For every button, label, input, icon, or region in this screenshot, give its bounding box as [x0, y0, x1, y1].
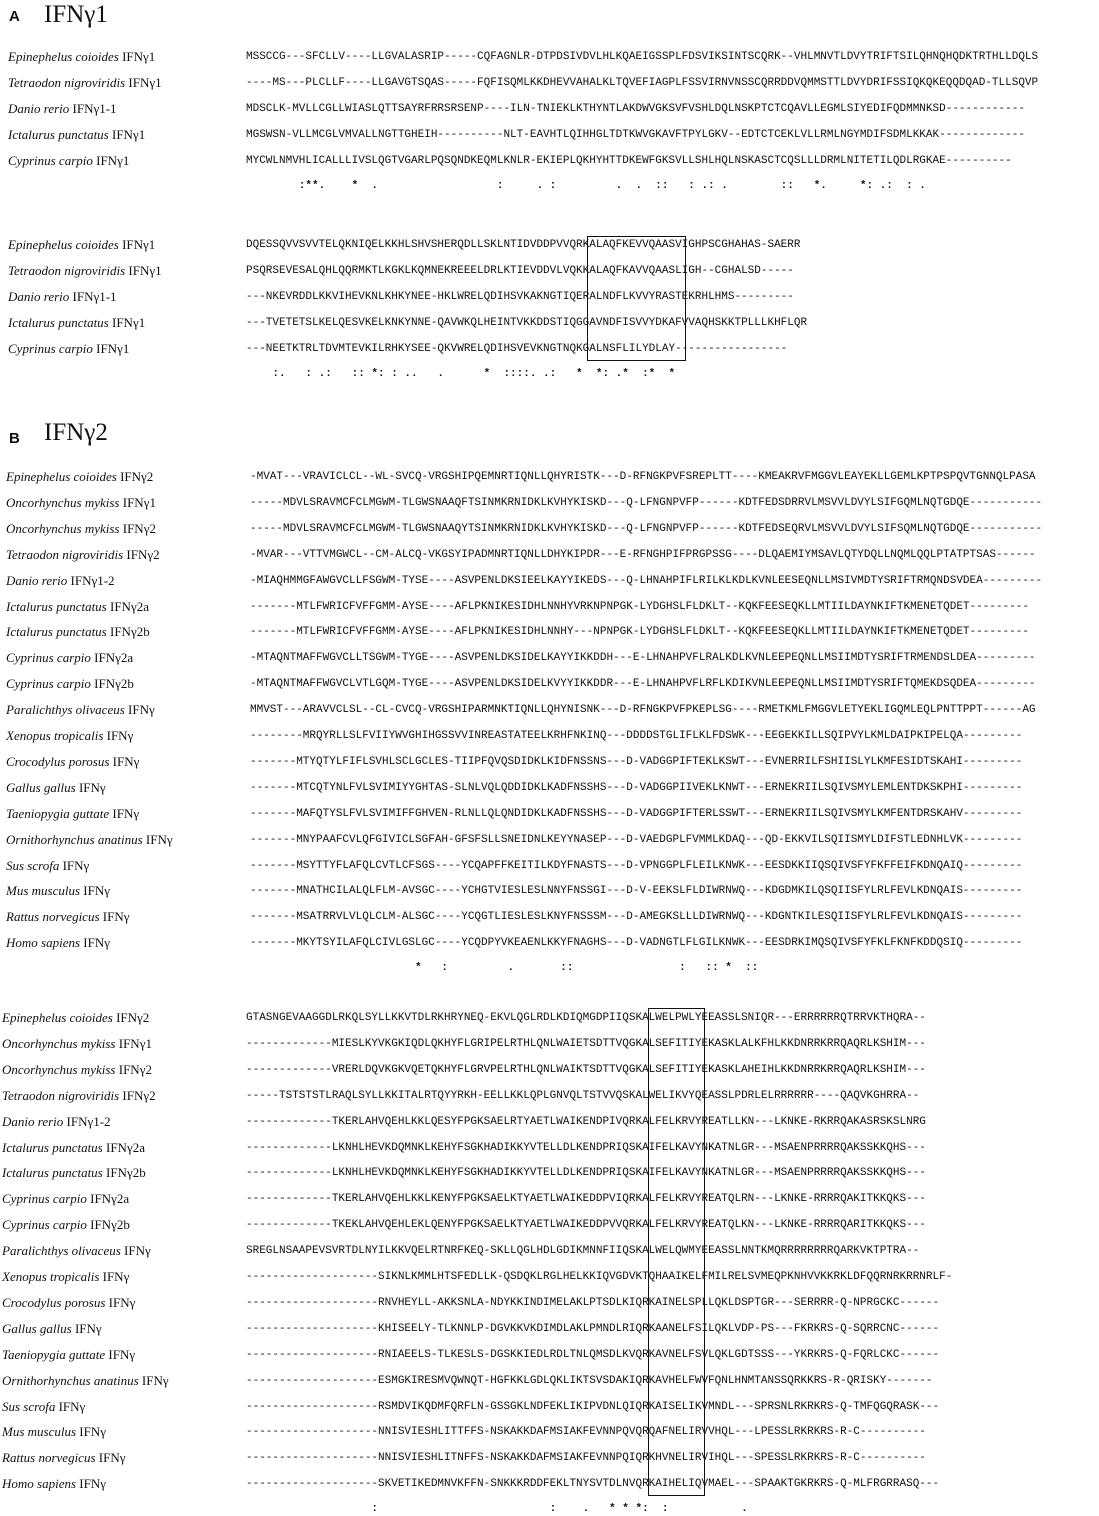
alignment-row [0, 150, 1099, 172]
gene-name: IFNγ1 [96, 153, 130, 168]
species-label [2, 1114, 111, 1130]
species-label [2, 1373, 169, 1389]
panel-b-letter: B [9, 430, 20, 447]
species-label [2, 1424, 106, 1440]
alignment-row [0, 234, 1099, 256]
species-name: Ictalurus punctatus [2, 1139, 103, 1155]
gene-name: IFNγ1-1 [72, 289, 117, 304]
alignment-row [0, 518, 1099, 540]
gene-name: IFNγ1 [112, 315, 146, 330]
gene-name: IFNγ [112, 753, 140, 769]
species-name: Tetraodon nigroviridis [6, 546, 124, 562]
species-label [6, 883, 110, 899]
species-name: Danio rerio [6, 572, 68, 588]
species-label [8, 263, 162, 279]
gene-name: IFNγ1-2 [66, 1113, 111, 1129]
gene-name: IFNγ2b [110, 624, 150, 640]
species-name: Cyprinus carpio [2, 1217, 87, 1233]
alignment-row [0, 621, 1099, 643]
sequence: ---TVETETSLKELQESVKELKNKYNNE-QAVWKQLHEINTVKKDDSTIQGGAVNDFISVVYDKAFVVAQHSKKTPLLLKHFLQR [246, 317, 808, 329]
species-name: Taeniopygia guttate [6, 805, 110, 821]
gene-name: IFNγ2 [126, 546, 160, 562]
alignment-row [0, 1085, 1099, 1107]
sequence: MSSCCG---SFCLLV----LLGVALASRIP-----CQFAGNLR-DTPDSIVDVLHLKQAEIGSSPLFDSVIKSINTSCQRK--VHLMNVTLDVYTRIFTSILQHNQHQDKTRTHLLDQLS [246, 51, 1039, 63]
gene-name: IFNγ2a [90, 1191, 130, 1207]
alignment-row [0, 855, 1099, 877]
sequence: --------------------SKVETIKEDMNVKFFN-SNKKKRDDFEKLTNYSVTDLNVQRKAIHELIQVMAEL---SPAAKTGKRKRS-Q-MLFRGRRASQ--- [246, 1478, 940, 1491]
sequence: ----MS---PLCLLF----LLGAVGTSQAS-----FQFISQMLKKDHEVVAHALKLTQVEFIAGPLFSSVIRNVNSSCQRRDDVQMMSTTLDVYDRIFSSIQKQKEQQDQAD-TLLSQVP [246, 77, 1039, 89]
gene-name: IFNγ2a [110, 598, 149, 614]
species-name: Cyprinus carpio [8, 153, 93, 168]
sequence: --------------------SIKNLKMMLHTSFEDLLK-QSDQKLRGLHELKKIQVGDVKTQHAAIKELFMILRELSVMEQPKNHVVKKRKLDFQQRNRKRRNRLF- [246, 1271, 953, 1283]
gene-name: IFNγ1 [112, 127, 146, 142]
species-label [2, 1217, 130, 1233]
alignment-row [0, 312, 1099, 334]
species-name: Cyprinus carpio [8, 341, 93, 356]
species-name: Crocodylus porosus [2, 1294, 106, 1310]
alignment-row [0, 1059, 1099, 1081]
gene-name: IFNγ [98, 1450, 126, 1466]
species-label [6, 521, 156, 537]
alignment-row [0, 829, 1099, 851]
species-name: Xenopus tropicalis [2, 1269, 100, 1284]
gene-name: IFNγ [108, 1346, 136, 1362]
species-name: Paralichthys olivaceus [2, 1243, 121, 1259]
species-label [6, 599, 149, 615]
species-label [8, 341, 129, 357]
sequence: -----MDVLSRAVMCFCLMGWM-TLGWSNAAQYTSINMKRNIDKLKVHYKISKD---Q-LFNGNPVFP------KDTFEDSEQRVLMSVVLDVYLSIFSQMLNQTGDQE----------- [250, 522, 1043, 535]
sequence: SREGLNSAAPEVSVRTDLNYILKKVQELRTNRFKEQ-SKLLQGLHDLGDIKMNNFIIQSKALWELQWMYEEASSLNNTKMQRRRRRRRRQARKVKTPTRA-- [246, 1245, 920, 1258]
species-name: Homo sapiens [2, 1476, 77, 1492]
sequence: ---NKEVRDDLKKVIHEVKNLKHKYNEE-HKLWRELQDIHSVKAKNGTIQERALNDFLKVVYRASTEKRHLHMS--------- [246, 291, 794, 303]
sequence: -------------LKNHLHEVKDQMNKLKEHYFSGKHADIKKYVTELLDLKENDPRIQSKAIFELKAVYNKATNLGR---MSAENPRRRRQAKSSKKQHS--- [246, 1167, 926, 1180]
gene-name: IFNγ2b [94, 676, 134, 692]
consensus-line: :**. * . : . : . . :: : .: . :: *. *: .: : . [246, 180, 926, 192]
sequence: PSQRSEVESALQHLQQRMKTLKGKLKQMNEKREEELDRLKTIEVDDVLVQKKALAQFKAVVQAASLIGH--CGHALSD----- [246, 265, 794, 277]
alignment-row [0, 570, 1099, 592]
species-label [2, 1450, 125, 1466]
alignment-row [0, 1292, 1099, 1314]
gene-name: IFNγ2a [94, 650, 134, 666]
sequence: -------MNATHCILALQLFLM-AVSGC----YCHGTVIESLESLNNYFNSSGI---D-V-EEKSLFLDIWRNWQ---KDGDMKILQSQIISFYLRLFEVLKDNQAIS--------- [250, 885, 1023, 898]
sequence: -------------VRERLDQVKGKVQETQKHYFLGRVPELRTHLQNLWAIKTSDTTVQGKALSEFITIYEKASKLAHEIHLKKDNRRKRRQAQRLKSHIM--- [246, 1063, 926, 1076]
species-name: Tetraodon nigroviridis [8, 75, 126, 90]
species-label [6, 650, 133, 666]
species-name: Danio rerio [8, 101, 70, 116]
species-label [6, 806, 139, 822]
gene-name: IFNγ [141, 1372, 169, 1388]
species-label [2, 1321, 102, 1337]
species-label [2, 1140, 145, 1156]
alignment-row [0, 1473, 1099, 1495]
gene-name: IFNγ [83, 935, 110, 951]
alignment-row [0, 1007, 1099, 1029]
gene-name: IFNγ [145, 831, 173, 847]
species-name: Epinephelus coioides [2, 1010, 113, 1025]
sequence: -----MDVLSRAVMCFCLMGWM-TLGWSNAAQFTSINMKRNIDKLKVHYKISKD---Q-LFNGNPVFP------KDTFEDSDRRVLMSVVLDVYLSIFGQMLNQTGDQE----------- [250, 496, 1043, 509]
sequence: -------MAFQTYSLFVLSVIMIFFGHVEN-RLNLLQLQNDIDKLKADFNSSHS---D-VADGGPIFTERLSSWT---ERNEKRIILSQIVSMYLKMFENTDRSKAHV--------- [250, 807, 1023, 820]
sequence: -MIAQHMMGFAWGVCLLFSGWM-TYSE----ASVPENLDKSIEELKAYYIKEDS---Q-LHNAHPIFLRILKLKDLKVNLEESEQNLLMSIVMDTYSRIFTRMQNDSVDEA--------- [250, 574, 1043, 587]
gene-name: IFNγ [62, 857, 90, 873]
alignment-row [0, 1370, 1099, 1392]
alignment-row [0, 803, 1099, 825]
species-label [2, 1088, 156, 1104]
species-label [6, 728, 133, 744]
gene-name: IFNγ2 [116, 1010, 150, 1025]
species-label [6, 780, 106, 796]
gene-name: IFNγ [102, 909, 130, 925]
species-name: Epinephelus coioides [8, 49, 119, 64]
species-name: Ornithorhynchus anatinus [2, 1372, 139, 1388]
gene-name: IFNγ [102, 1269, 130, 1284]
sequence: -MVAR---VTTVMGWCL--CM-ALCQ-VKGSYIPADMNRTIQNLLDHYKIPDR---E-RFNGHPIFPRGPSSG----DLQAEMIYMSAVLQTYDQLLNQMLQQLPTATPTSAS------ [250, 548, 1036, 561]
gene-name: IFNγ2b [90, 1217, 130, 1233]
gene-name: IFNγ1-1 [72, 101, 117, 116]
sequence: -------MSYTTYFLAFQLCVTLCFSGS----YCQAPFFKEITILKDYFNASTS---D-VPNGGPLFLEILKNWK---EESDKKIIQSQIVSFYFKFFEIFKDNQAIQ--------- [250, 859, 1023, 872]
gene-name: IFNγ2 [122, 1087, 156, 1103]
gene-name: IFNγ [83, 883, 110, 899]
species-label [8, 101, 117, 117]
alignment-row [0, 906, 1099, 928]
species-name: Oncorhynchus mykiss [2, 1035, 116, 1051]
species-name: Xenopus tropicalis [6, 728, 104, 743]
species-name: Sus scrofa [6, 857, 60, 873]
sequence: DQESSQVVSVVTELQKNIQELKKHLSHVSHERQDLLSKLNTIDVDDPVVQRKALAQFKEVVQAASVIGHPSCGHAHAS-SAERR [246, 239, 801, 251]
species-name: Tetraodon nigroviridis [8, 263, 126, 278]
species-name: Oncorhynchus mykiss [2, 1061, 116, 1077]
alignment-row [0, 596, 1099, 618]
gene-name: IFNγ [78, 779, 106, 795]
panel-a-letter: A [9, 8, 20, 25]
species-label [8, 237, 155, 253]
alignment-row [0, 880, 1099, 902]
sequence: -------MTLFWRICFVFFGMM-AYSE----AFLPKNIKESIDHLNNHYVRKNPNPGK-LYDGHSLFLDKLT--KQKFEESEQKLLMTIILDAYNKIFTKMENETQDET--------- [250, 600, 1029, 613]
species-label [6, 909, 129, 925]
alignment-row [0, 466, 1099, 488]
sequence: -------MTYQTYLFIFLSVHLSCLGCLES-TIIPFQVQSDIDKLKIDFNSSNS---D-VADGGPIFTEKLKSWT---EVNERRILFSHIISLYLKMFESIDTSKAHI--------- [250, 755, 1023, 768]
sequence: -------MNYPAAFCVLQFGIVICLSGFAH-GFSFSLLSNEIDNLKEYYNASEP---D-VAEDGPLFVMMLKDAQ---QD-EKKVILSQIISMYLDIFSTLEDNHLVK--------- [250, 833, 1023, 846]
alignment-row [0, 260, 1099, 282]
sequence: --------------------NNISVIESHLITNFFS-NSKAKKDAFMSIAKFEVNNPQIQRKHVNELIRVIHQL---SPESSLRKRKRS-R-C---------- [246, 1452, 926, 1465]
species-label [2, 1399, 85, 1415]
species-name: Cyprinus carpio [6, 676, 91, 692]
panel-b-motif-box [648, 1008, 705, 1496]
sequence: -MTAQNTMAFFWGVCLVTLGQM-TYGE----ASVPENLDKSIDELKVYYIKKDDR---E-LHNAHPVFLRFLKDIKVNLEEPEQNLLMSIIMDTYSRIFTQMEKDSQDEA--------- [250, 678, 1036, 691]
sequence: MGSWSN-VLLMCGLVMVALLNGTTGHEIH----------NLT-EAVHTLQIHHGLTDTKWVGKAVFTPYLGKV--EDTCTCEKLVLLRMLNGYMDIFSDMLKKAK------------- [246, 129, 1025, 141]
sequence: -------------TKEKLAHVQEHLEKLQENYFPGKSAELKTYAETLWAIKEDDPVVQRKALFELKRVYREATQLKN---LKNKE-RRRRQARITKKQKS--- [246, 1219, 926, 1232]
species-label [8, 289, 117, 305]
sequence: -------------TKERLAHVQEHLKKLKENYFPGKSAELKTYAETLWAIKEDDPVIQRKALFELKRVYREATQLRN---LKNKE-RRRRQAKITKKQKS--- [246, 1193, 926, 1206]
gene-name: IFNγ [124, 1243, 151, 1259]
gene-name: IFNγ1 [122, 49, 156, 64]
species-label [2, 1165, 146, 1181]
alignment-row [0, 1396, 1099, 1418]
gene-name: IFNγ1 [96, 341, 130, 356]
gene-name: IFNγ2b [106, 1165, 146, 1181]
alignment-row [0, 647, 1099, 669]
species-name: Oncorhynchus mykiss [6, 520, 120, 536]
species-name: Ictalurus punctatus [8, 127, 109, 142]
sequence: -------MSATRRVLVLQLCLM-ALSGC----YCQGTLIESLESLKNYFNSSSM---D-AMEGKSLLLDIWRNWQ---KDGNTKILESQIISFYLRLFEVLKDNQAIS--------- [250, 911, 1023, 924]
species-name: Rattus norvegicus [2, 1450, 96, 1466]
gene-name: IFNγ2a [106, 1139, 145, 1155]
species-name: Paralichthys olivaceus [6, 702, 125, 718]
alignment-row [0, 1240, 1099, 1262]
species-label [6, 935, 110, 951]
alignment-row [0, 1111, 1099, 1133]
alignment-row [0, 1162, 1099, 1184]
gene-name: IFNγ [128, 702, 155, 718]
species-label [8, 75, 162, 91]
species-label [6, 858, 89, 874]
sequence: -------MKYTSYILAFQLCIVLGSLGC----YCQDPYVKEAENLKKYFNAGHS---D-VADNGTLFLGILKNWK---EESDRKIMQSQIVSFYFKLFKNFKDDQSIQ--------- [250, 937, 1023, 950]
alignment-row [0, 1344, 1099, 1366]
sequence: --------------------NNISVIESHLITTFFS-NSKAKKDAFMSIAKFEVNNPQVQRQAFNELIRVVHQL---LPESSLRKRKRS-R-C---------- [246, 1426, 926, 1439]
gene-name: IFNγ2 [120, 469, 154, 484]
alignment-row [0, 1214, 1099, 1236]
gene-name: IFNγ1 [128, 263, 162, 278]
sequence: MMVST---ARAVVCLSL--CL-CVCQ-VRGSHIPARMNKTIQNLLQHYNISNK---D-RFNGKPVFPKEPLSG----RMETKMLFMGGVLETYEKLIGQMLEQLPNTTPPT------AG [250, 704, 1036, 717]
alignment-row [0, 98, 1099, 120]
species-name: Gallus gallus [2, 1320, 72, 1336]
gene-name: IFNγ [108, 1294, 136, 1310]
gene-name: IFNγ1 [122, 494, 156, 510]
sequence: MDSCLK-MVLLCGLLWIASLQTTSAYRFRRSRSENP----ILN-TNIEKLKTHYNTLAKDWVGKSVFVSHLDQLNSKPTCTCQAVLLEGMLSIYEDIFQDMMNKSD------------ [246, 103, 1025, 115]
species-name: Oncorhynchus mykiss [6, 494, 120, 510]
species-name: Mus musculus [6, 883, 81, 899]
species-name: Cyprinus carpio [2, 1191, 87, 1207]
sequence: -----TSTSTSTLRAQLSYLLKKITALRTQYYRKH-EELLKKLQPLGNVQLTSTVVQSKALWELIKVYQEASSLPDRLELRRRRRR----QAQVKGHRRA-- [246, 1089, 920, 1102]
sequence: -MTAQNTMAFFWGVCLLTSGWM-TYGE----ASVPENLDKSIDELKAYYIKKDDH---E-LHNAHPVFLRALKDLKVNLEEPEQNLLMSIIMDTYSRIFTRMENDSLDEA--------- [250, 652, 1036, 665]
consensus-line: : : . * * *: : . [246, 1503, 748, 1516]
alignment-row [0, 1318, 1099, 1340]
species-label [8, 315, 145, 331]
panel-a-title: IFNγ1 [44, 1, 108, 28]
gene-name: IFNγ2 [122, 520, 156, 536]
species-label [2, 1010, 149, 1026]
alignment-row [0, 1421, 1099, 1443]
gene-name: IFNγ [79, 1476, 106, 1492]
species-label [2, 1062, 152, 1078]
species-name: Danio rerio [2, 1113, 64, 1129]
species-label [6, 495, 156, 511]
sequence: -------------LKNHLHEVKDQMNKLKEHYFSGKHADIKKYVTELLDLKENDPRIQSKAIFELKAVYNKATNLGR---MSAENPRRRRQAKSSKKQHS--- [246, 1141, 926, 1154]
sequence: --------------------ESMGKIRESMVQWNQT-HGFKKLGDLQKLIKTSVSDAKIQRKAVHELFWVFQNLHNMTANSSQRKKRS-R-QRISKY------- [246, 1374, 933, 1387]
panel-b-title: IFNγ2 [44, 419, 108, 446]
sequence: -MVAT---VRAVICLCL--WL-SVCQ-VRGSHIPQEMNRTIQNLLQHYRISTK---D-RFNGKPVFSREPLTT----KMEAKRVFMGGVLEAYEKLLGEMLKPTPSPQVTGNNQLPASA [250, 471, 1036, 483]
gene-name: IFNγ [58, 1398, 86, 1414]
species-label [6, 754, 139, 770]
gene-name: IFNγ1 [118, 1035, 152, 1051]
species-name: Ictalurus punctatus [8, 315, 109, 330]
sequence: --------------------KHISEELY-TLKNNLP-DGVKKVKDIMDLAKLPMNDLRIQRKAANELFSILQKLVDP-PS---FKRKRS-Q-SQRRCNC------ [246, 1322, 940, 1335]
alignment-row [0, 699, 1099, 721]
alignment-row [0, 1266, 1099, 1288]
species-label [6, 469, 153, 485]
species-label [6, 832, 173, 848]
species-label [2, 1243, 151, 1259]
species-label [8, 127, 145, 143]
species-name: Cyprinus carpio [6, 650, 91, 666]
species-name: Epinephelus coioides [6, 469, 117, 484]
alignment-row [0, 932, 1099, 954]
species-name: Gallus gallus [6, 779, 76, 795]
species-name: Epinephelus coioides [8, 237, 119, 252]
species-label [6, 573, 115, 589]
species-label [8, 49, 155, 65]
alignment-row [0, 673, 1099, 695]
alignment-row [0, 286, 1099, 308]
species-name: Ornithorhynchus anatinus [6, 831, 143, 847]
alignment-row [0, 1137, 1099, 1159]
alignment-row [0, 492, 1099, 514]
species-label [6, 624, 150, 640]
sequence: MYCWLNMVHLICALLLIVSLQGTVGARLPQSQNDKEQMLKNLR-EKIEPLQKHYHTTDKEWFGKSVLLSHLHQLNSKASCTCQSLLLDRMLNITETILQDLRGKAE---------- [246, 155, 1012, 167]
alignment-row [0, 46, 1099, 68]
species-name: Ictalurus punctatus [6, 624, 107, 640]
species-label [2, 1191, 129, 1207]
species-name: Danio rerio [8, 289, 70, 304]
panel-a-motif-box [587, 236, 686, 361]
sequence: -------------TKERLAHVQEHLKKLQESYFPGKSAELRTYAETLWAIKENDPIVQRKALFELKRVYREATLLKN---LKNKE-RKRRQAKASRSKSLNRG [246, 1115, 926, 1128]
species-label [2, 1347, 135, 1363]
alignment-row [0, 1033, 1099, 1055]
sequence: --------------------RNIAEELS-TLKESLS-DGSKKIEDLRDLTNLQMSDLKVQRKAVNELFSVLQKLGDTSSS---YKRKRS-Q-FQRLCKC------ [246, 1348, 940, 1361]
gene-name: IFNγ1 [128, 75, 162, 90]
species-name: Rattus norvegicus [6, 909, 100, 925]
gene-name: IFNγ [112, 805, 140, 821]
consensus-line: :. : .: :: *: : .. . * ::::. .: * *: .* :* * [246, 368, 676, 380]
alignment-row [0, 725, 1099, 747]
gene-name: IFNγ1-2 [70, 572, 115, 588]
alignment-row [0, 544, 1099, 566]
gene-name: IFNγ2 [118, 1061, 152, 1077]
species-label [2, 1476, 106, 1492]
species-name: Ictalurus punctatus [2, 1165, 103, 1181]
alignment-row [0, 1447, 1099, 1469]
sequence: GTASNGEVAAGGDLRKQLSYLLKKVTDLRKHRYNEQ-EKVLQGLRDLKDIQMGDPIIQSKALWELPWLYEEASSLSNIQR---ERRRRRRQTRRVKTHQRA-- [246, 1012, 926, 1024]
alignment-row [0, 777, 1099, 799]
species-label [6, 676, 134, 692]
species-label [2, 1036, 152, 1052]
alignment-row [0, 72, 1099, 94]
alignment-row [0, 124, 1099, 146]
species-name: Crocodylus porosus [6, 753, 110, 769]
species-name: Sus scrofa [2, 1398, 56, 1414]
species-name: Taeniopygia guttate [2, 1346, 106, 1362]
species-name: Homo sapiens [6, 935, 81, 951]
species-label [6, 547, 160, 563]
species-label [8, 153, 129, 169]
alignment-row [0, 338, 1099, 360]
species-name: Ictalurus punctatus [6, 598, 107, 614]
gene-name: IFNγ [79, 1424, 106, 1440]
sequence: -------MTCQTYNLFVLSVIMIYYGHTAS-SLNLVQLQDDIDKLKADFNSSHS---D-VADGGPIIVEKLKNWT---ERNEKRIILSQIVSMYLEMLENTDKSKPHI--------- [250, 781, 1023, 794]
gene-name: IFNγ1 [122, 237, 156, 252]
sequence: -------------MIESLKYVKGKIQDLQKHYFLGRIPELRTHLQNLWAIETSDTTVQGKALSEFITIYEKASKLALKFHLKKDNRRKRRQAQRLKSHIM--- [246, 1037, 926, 1050]
species-label [2, 1269, 129, 1285]
alignment-row [0, 1188, 1099, 1210]
sequence: ---NEETKTRLTDVMTEVKILRHKYSEE-QKVWRELQDIHSVEVKNGTNQKGALNSFLILYDLAY----------------- [246, 343, 788, 355]
consensus-line: * : . :: : :: * :: [250, 962, 759, 975]
species-label [6, 702, 155, 718]
sequence: --------------------RSMDVIKQDMFQRFLN-GSSGKLNDFEKLIKIPVDNLQIQRKAISELIKVMNDL---SPRSNLRKRKRS-Q-TMFQGQRASK--- [246, 1400, 940, 1413]
species-name: Tetraodon nigroviridis [2, 1087, 120, 1103]
sequence: --------------------RNVHEYLL-AKKSNLA-NDYKKINDIMELAKLPTSDLKIQRKAINELSPLLQKLDSPTGR---SERRRR-Q-NPRGCKC------ [246, 1296, 940, 1309]
gene-name: IFNγ [106, 728, 134, 743]
species-label [2, 1295, 135, 1311]
gene-name: IFNγ [74, 1320, 102, 1336]
alignment-row [0, 751, 1099, 773]
sequence: --------MRQYRLLSLFVIIYWVGHIHGSSVVINREASTATEELKRHFNKINQ---DDDDSTGLIFLKLFDSWK---EEGEKKILLSQIPVYLKMLDAIPKIPELQA--------- [250, 730, 1023, 742]
species-name: Mus musculus [2, 1424, 77, 1440]
sequence: -------MTLFWRICFVFFGMM-AYSE----AFLPKNIKESIDHLNNHY---NPNPGK-LYDGHSLFLDKLT--KQKFEESEQKLLMTIILDAYNKIFTKMENETQDET--------- [250, 626, 1029, 639]
